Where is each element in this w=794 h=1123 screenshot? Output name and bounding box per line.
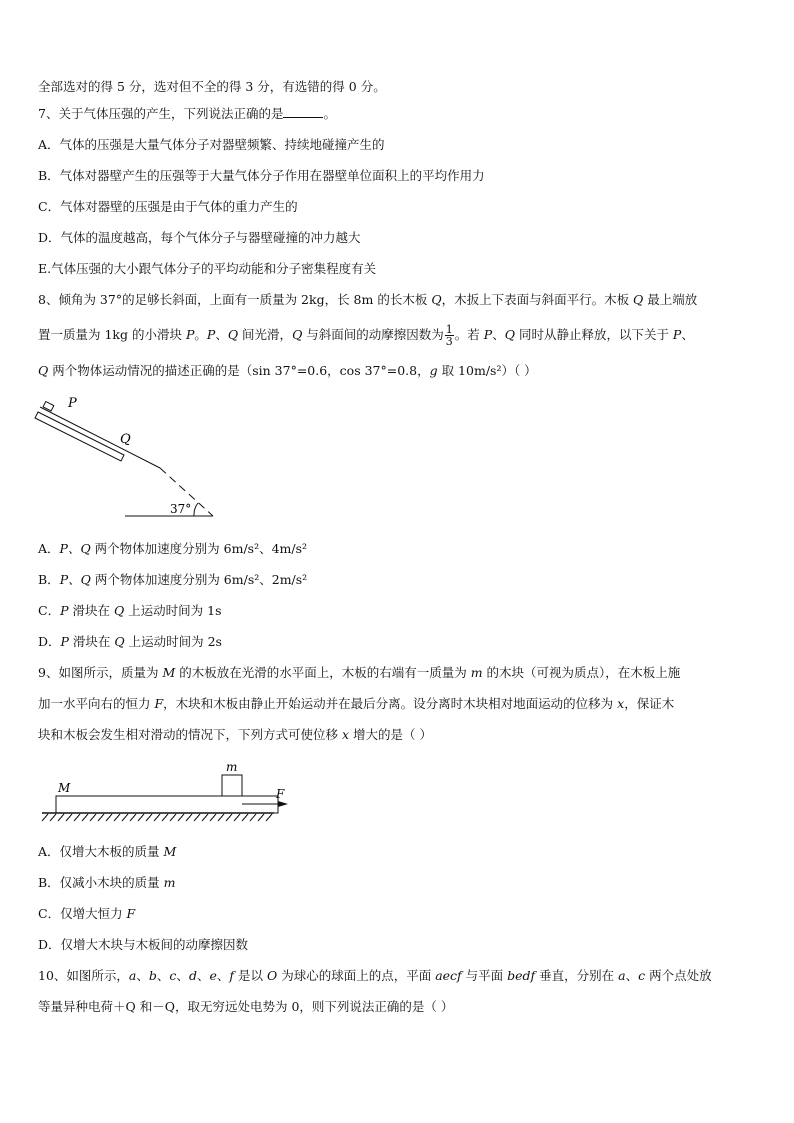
q7-option-b: B．气体对器壁产生的压强等于大量气体分子作用在器壁单位面积上的平均作用力 [38, 168, 485, 183]
q8-stem-line1: 8、倾角为 37°的足够长斜面，上面有一质量为 2kg，长 8m 的长木板 Q，木扳上下表面与斜面平行。木板 Q 最上端放 [38, 292, 698, 307]
label-Q: Q [120, 432, 131, 447]
q9-option-a: A．仅增大木板的质量 M [38, 844, 177, 859]
q8-stem-line2: 置一质量为 1kg 的小滑块 P。P、Q 间光滑，Q 与斜面间的动摩擦因数为 $\frac{1}{3}$ 。若 P、Q 同时从静止释放，以下关于 P、 [38, 323, 694, 348]
label-P: P [68, 396, 77, 411]
q7-option-e: E.气体压强的大小跟气体分子的平均动能和分子密集程度有关 [38, 261, 377, 276]
q10-stem-line1: 10、如图所示，a、b、c、d、e、f 是以 O 为球心的球面上的点，平面 aecf 与平面 bedf 垂直，分别在 a、c 两个点处放 [38, 968, 712, 983]
q9-stem-line3: 块和木板会发生相对滑动的情况下，下列方式可使位移 x 增大的是（ ） [38, 727, 432, 742]
label-F: F [276, 787, 285, 801]
ground-hatch [42, 814, 272, 821]
q8-stem-line3: Q 两个物体运动情况的描述正确的是（sin 37°=0.6，cos 37°=0.8，g 取 10m/s²）（ ） [38, 363, 537, 378]
q8-option-c: C．P 滑块在 Q 上运动时间为 1s [38, 603, 222, 618]
answer-blank [283, 105, 323, 118]
incline-surface [40, 407, 160, 468]
force-arrow-head [278, 801, 288, 807]
incline-figure [30, 395, 230, 525]
q8-option-a: A．P、Q 两个物体加速度分别为 6m/s²、4m/s² [38, 541, 308, 556]
q9-stem-line1: 9、如图所示，质量为 M 的木板放在光滑的水平面上，木板的右端有一质量为 m 的木块（可视为质点），在木板上施 [38, 665, 681, 680]
q7-option-a: A．气体的压强是大量气体分子对器壁频繁、持续地碰撞产生的 [38, 137, 385, 152]
block-m [222, 775, 242, 796]
q8-option-d: D．P 滑块在 Q 上运动时间为 2s [38, 634, 222, 649]
q9-option-d: D．仅增大木块与木板间的动摩擦因数 [38, 937, 249, 952]
q9-option-b: B．仅减小木块的质量 m [38, 875, 176, 890]
q10-stem-line2: 等量异种电荷＋Q 和－Q，取无穷远处电势为 0，则下列说法正确的是（ ） [38, 999, 454, 1014]
label-angle: 37° [170, 502, 192, 516]
q7-option-c: C．气体对器壁的压强是由于气体的重力产生的 [38, 199, 298, 214]
q9-option-c: C．仅增大恒力 F [38, 906, 136, 921]
label-m: m [226, 760, 238, 774]
intro-text: 全部选对的得 5 分，选对但不全的得 3 分，有选错的得 0 分。 [38, 79, 386, 94]
angle-arc [194, 503, 198, 516]
fraction-one-third: $\frac{1}{3}$ [445, 323, 453, 348]
q8-option-b: B．P、Q 两个物体加速度分别为 6m/s²、2m/s² [38, 572, 308, 587]
board-Q [35, 412, 124, 461]
q7-stem: 7、关于气体压强的产生，下列说法正确的是 。 [38, 106, 336, 121]
label-M: M [58, 781, 71, 795]
q9-stem-line2: 加一水平向右的恒力 F，木块和木板由静止开始运动并在最后分离。设分离时木块相对地面运动的位移为 x，保证木 [38, 696, 675, 711]
q7-option-d: D．气体的温度越高，每个气体分子与器壁碰撞的冲力越大 [38, 230, 361, 245]
board-block-figure [38, 758, 288, 828]
